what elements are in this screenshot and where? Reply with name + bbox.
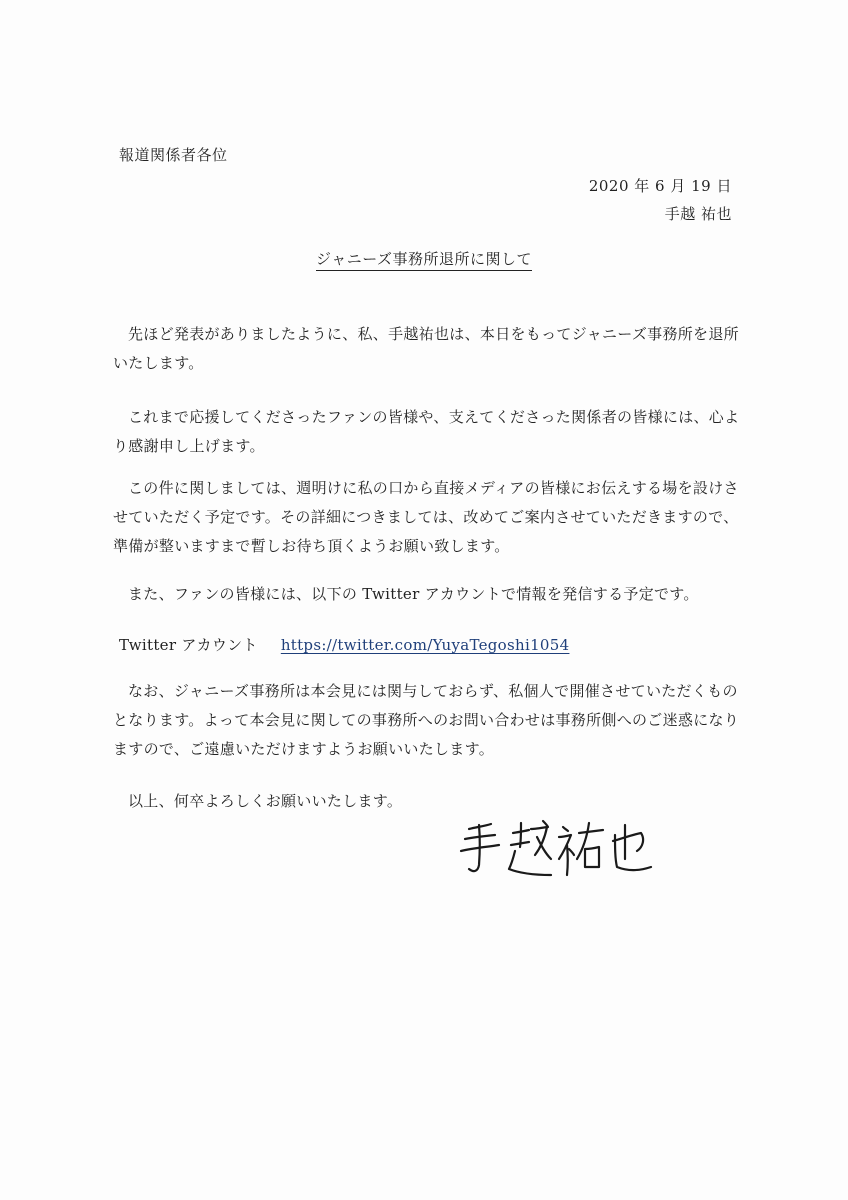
paragraph-1: 先ほど発表がありましたように、私、手越祐也は、本日をもってジャニーズ事務所を退所いたします。 (113, 325, 739, 372)
letter-title (0, 248, 848, 269)
sender-name: 手越 祐也 (664, 205, 732, 223)
twitter-account-label: Twitter アカウント (119, 636, 258, 654)
letter-title-text: ジャニーズ事務所退所に関して (316, 250, 532, 271)
letter-date: 2020 年 6 月 19 日 (588, 177, 732, 195)
twitter-account-link[interactable]: https://twitter.com/YuyaTegoshi1054 (280, 636, 570, 654)
paragraph-2: これまで応援してくださったファンの皆様や、支えてくださった関係者の皆様には、心より感謝申し上げます。 (113, 408, 740, 455)
handwritten-signature (455, 815, 655, 885)
paragraph-3: この件に関しましては、週明けに私の口から直接メディアの皆様にお伝えする場を設けさせていただく予定です。その詳細につきましては、改めてご案内させていただきますので、準備が整いますまで暫しお待ち頂くようお願い致します。 (113, 479, 739, 555)
paragraph-6: 以上、何卒よろしくお願いいたします。 (128, 792, 403, 810)
twitter-account-row (119, 634, 569, 655)
paragraph-5: なお、ジャニーズ事務所は本会見には関与しておらず、私個人で開催させていただくものとなります。よって本会見に関しての事務所へのお問い合わせは事務所側へのご迷惑になりますので、ご遠慮いただけますようお願いいたします。 (113, 682, 740, 758)
paragraph-4: また、ファンの皆様には、以下の Twitter アカウントで情報を発信する予定です。 (128, 585, 699, 603)
addressee: 報道関係者各位 (119, 146, 228, 164)
